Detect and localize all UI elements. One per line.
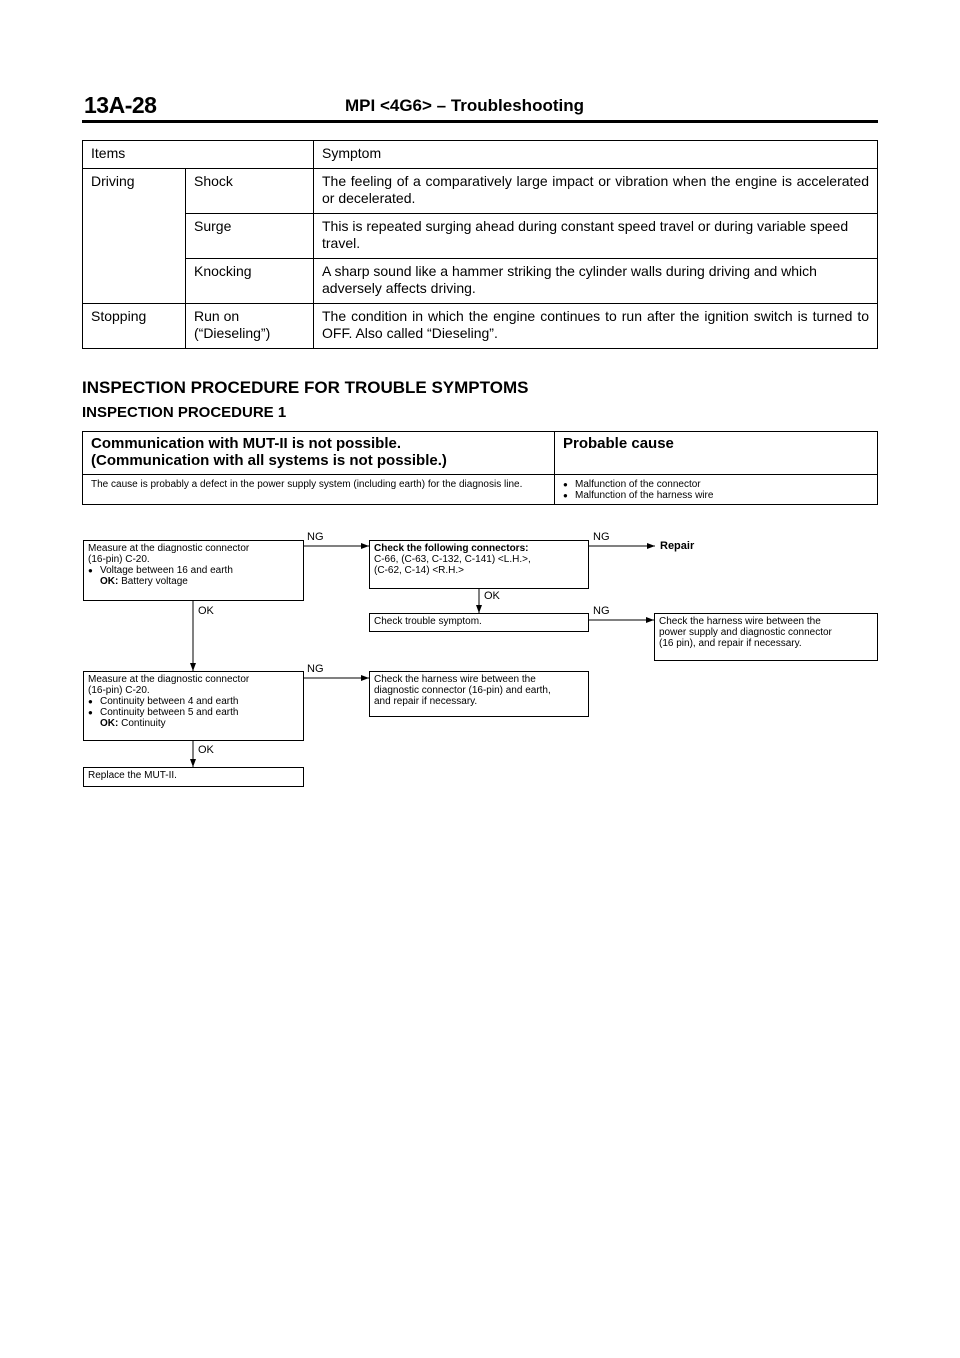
step-text: (16 pin), and repair if necessary. xyxy=(659,638,802,649)
procedure-title-line2: (Communication with all systems is not possible.) xyxy=(91,452,447,469)
list-item: ● Voltage between 16 and earth xyxy=(88,565,299,576)
step-text: Check the harness wire between the xyxy=(659,616,821,627)
list-item: ● Continuity between 5 and earth xyxy=(88,707,299,718)
item-cell: Knocking xyxy=(186,259,314,304)
ok-value: Battery voltage xyxy=(121,576,188,587)
procedure-title-line1: Communication with MUT-II is not possible. xyxy=(91,435,402,452)
symptom-cell: The condition in which the engine continues to run after the ignition switch is turned to OFF. Also called “Dieseling”. xyxy=(314,304,878,349)
list-item: ● Malfunction of the harness wire xyxy=(563,490,869,501)
ok-criterion xyxy=(88,576,299,587)
repair-result: Repair xyxy=(660,540,695,552)
symptom-cell: A sharp sound like a hammer striking the cylinder walls during driving and which adversely affects driving. xyxy=(314,259,878,304)
step-measure-voltage xyxy=(83,540,304,601)
ok-label: OK: xyxy=(100,576,119,587)
step-check-harness-power xyxy=(654,613,878,661)
ng-label: NG xyxy=(593,531,610,543)
step-check-trouble-symptom: Check trouble symptom. xyxy=(369,613,589,632)
list-item: ● Malfunction of the connector xyxy=(563,479,869,490)
category-cell: Driving xyxy=(83,169,186,304)
ng-label: NG xyxy=(593,605,610,617)
section-heading: INSPECTION PROCEDURE FOR TROUBLE SYMPTOMS xyxy=(82,378,529,397)
step-text: C-66, (C-63, C-132, C-141) <L.H.>, xyxy=(374,554,531,565)
symptom-header: Symptom xyxy=(314,141,878,169)
list-item: ● Continuity between 4 and earth xyxy=(88,696,299,707)
step-text: (C-62, C-14) <R.H.> xyxy=(374,565,465,576)
ok-label: OK xyxy=(198,605,214,617)
probable-cause-header: Probable cause xyxy=(555,432,878,475)
item-cell: Shock xyxy=(186,169,314,214)
items-header: Items xyxy=(83,141,314,169)
category-cell: Stopping xyxy=(83,304,186,349)
step-check-connectors xyxy=(369,540,589,589)
sub-heading: INSPECTION PROCEDURE 1 xyxy=(82,404,287,421)
symptom-cell: The feeling of a comparatively large impact or vibration when the engine is accelerated or decelerated. xyxy=(314,169,878,214)
step-check-harness-earth xyxy=(369,671,589,717)
ok-value: Continuity xyxy=(121,718,166,729)
step-replace-mut: Replace the MUT-II. xyxy=(83,767,304,787)
item-cell: Surge xyxy=(186,214,314,259)
step-text: Measure at the diagnostic connector xyxy=(88,543,250,554)
ok-label: OK xyxy=(198,744,214,756)
step-text: power supply and diagnostic connector xyxy=(659,627,832,638)
step-text: and repair if necessary. xyxy=(374,696,478,707)
procedure-description: The cause is probably a defect in the power supply system (including earth) for the diagnosis line. xyxy=(83,475,555,505)
item-cell: Run on (“Dieseling”) xyxy=(186,304,314,349)
step-measure-continuity xyxy=(83,671,304,741)
ok-criterion xyxy=(88,718,299,729)
step-text: Measure at the diagnostic connector xyxy=(88,674,250,685)
step-text: (16-pin) C-20. xyxy=(88,685,150,696)
step-heading: Check the following connectors: xyxy=(374,543,529,554)
page-title: MPI <4G6> – Troubleshooting xyxy=(345,96,584,115)
step-text: (16-pin) C-20. xyxy=(88,554,150,565)
symptom-cell: This is repeated surging ahead during constant speed travel or during variable speed travel. xyxy=(314,214,878,259)
ng-label: NG xyxy=(307,531,324,543)
page-number: 13A-28 xyxy=(84,92,157,118)
ok-label: OK: xyxy=(100,718,119,729)
step-text: diagnostic connector (16-pin) and earth, xyxy=(374,685,551,696)
step-text: Check the harness wire between the xyxy=(374,674,536,685)
ng-label: NG xyxy=(307,663,324,675)
ok-label: OK xyxy=(484,590,500,602)
